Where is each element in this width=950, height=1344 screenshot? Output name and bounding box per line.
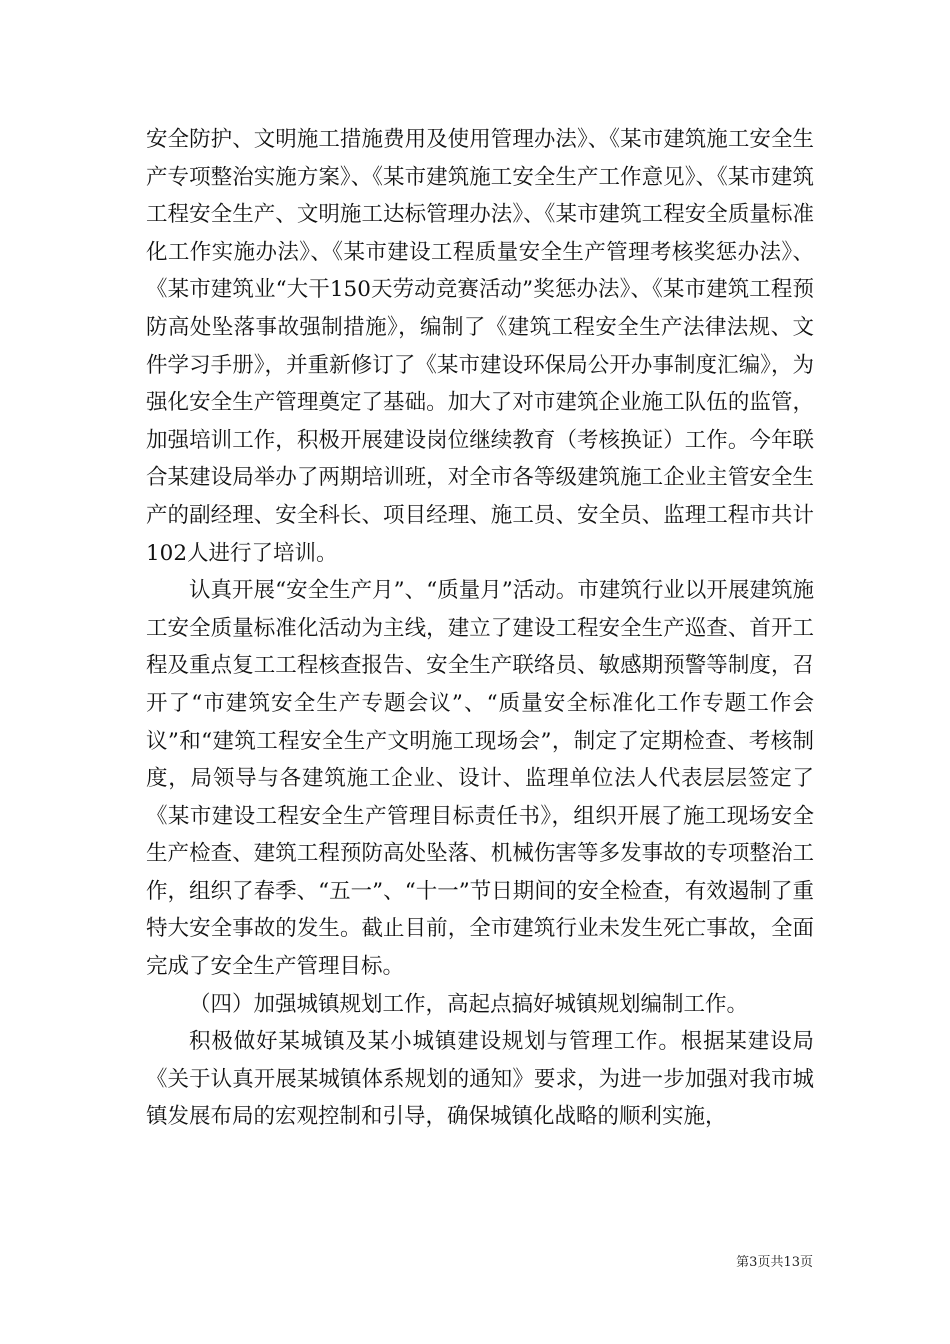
paragraph-town-planning: 积极做好某城镇及某小城镇建设规划与管理工作。根据某建设局《关于认真开展某城镇体系规划的通知》要求，为进一步加强对我市城镇发展布局的宏观控制和引导，确保城镇化战略的顺利实施， (146, 1029, 814, 1130)
paragraph-safety-month: 认真开展“安全生产月”、“质量月”活动。市建筑行业以开展建筑施工安全质量标准化活动为主线，建立了建设工程安全生产巡查、首开工程及重点复工工程核查报告、安全生产联络员、敏感期预警等制度，召开了“市建筑安全生产专题会议”、“质量安全标准化工作专题工作会议”和“建筑工程安全生产文明施工现场会”，制定了定期检查、考核制度，局领导与各建筑施工企业、设计、监理单位法人代表层层签定了《某市建设工程安全生产管理目标责任书》，组织开展了施工现场安全生产检查、建筑工程预防高处坠落、机械伤害等多发事故的专项整治工作，组织了春季、“五一”、“十一”节日期间的安全检查，有效遏制了重特大安全事故的发生。截止目前，全市建筑行业未发生死亡事故，全面完成了安全生产管理目标。 (146, 578, 814, 980)
paragraph-continuation: 安全防护、文明施工措施费用及使用管理办法》、《某市建筑施工安全生产专项整治实施方案》、《某市建筑施工安全生产工作意见》、《某市建筑工程安全生产、文明施工达标管理办法》、《某市建筑工程安全质量标准化工作实施办法》、《某市建设工程质量安全生产管理考核奖惩办法》、《某市建筑业“大干150天劳动竞赛活动”奖惩办法》、《某市建筑工程预防高处坠落事故强制措施》，编制了《建筑工程安全生产法律法规、文件学习手册》，并重新修订了《某市建设环保局公开办事制度汇编》，为强化安全生产管理奠定了基础。加大了对市建筑企业施工队伍的监管，加强培训工作，积极开展建设岗位继续教育（考核换证）工作。今年联合某建设局举办了两期培训班，对全市各等级建筑施工企业主管安全生产的副经理、安全科长、项目经理、施工员、安全员、监理工程市共计102人进行了培训。 (146, 127, 814, 566)
body-text (146, 121, 814, 1136)
page-number-footer: 第3页共13页 (736, 1255, 813, 1270)
section-heading-four: （四）加强城镇规划工作，高起点搞好城镇规划编制工作。 (189, 991, 749, 1017)
